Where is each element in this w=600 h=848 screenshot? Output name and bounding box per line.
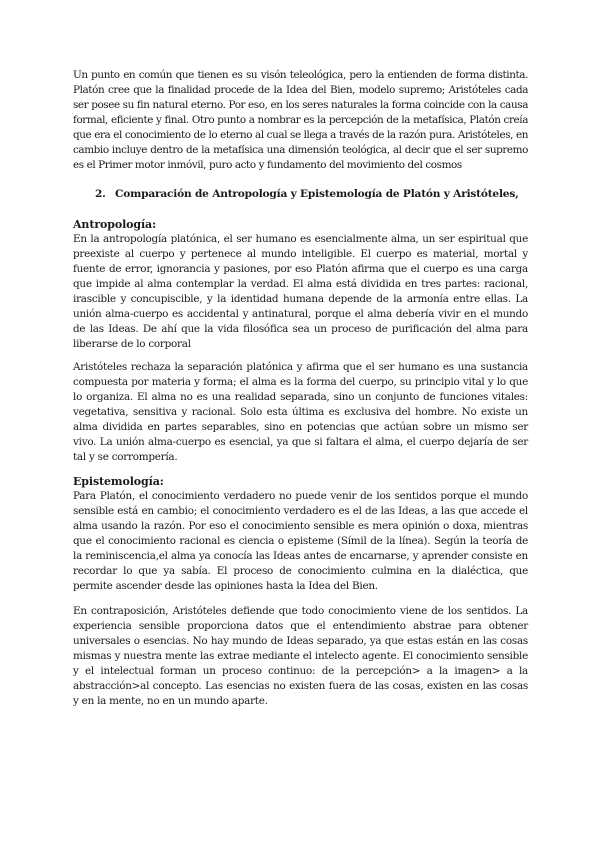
epistemology-aristotle-paragraph: En contraposición, Aristóteles defiende que todo conocimiento viene de los sentidos. La experiencia sensible proporciona datos que el entendimiento abstrae para obtener universales o esencias. No hay mundo de Ideas separado, ya que estas están en las cosas mismas y nuestra mente las extrae mediante el intelecto agente. El conocimiento sensible y el intelectual forman un proceso continuo: de la percepción> a la imagen> a la abstracción>al concepto. Las esencias no existen fuera de las cosas, existen en las cosas y en la mente, no en un mundo aparte.: [73, 605, 528, 707]
epistemology-heading: Epistemología:: [73, 475, 164, 488]
intro-paragraph: Un punto en común que tienen es su visón teleológica, pero la entienden de forma distinta. Platón cree que la finalidad procede de la Idea del Bien, modelo supremo; Aristóteles cada ser posee su fin natural eterno. Por eso, en los seres naturales la forma coincide con la causa formal, eficiente y final. Otro punto a nombrar es la percepción de la metafísica, Platón creía que era el conocimiento de lo eterno al cual se llega a través de la razón pura. Aristóteles, en cambio incluye dentro de la metafísica una dimensión teológica, al decir que el ser supremo es el Primer motor inmóvil, puro acto y fundamento del movimiento del cosmos: [73, 69, 528, 171]
anthropology-heading: Antropología:: [73, 218, 157, 231]
epistemology-plato-paragraph: Para Platón, el conocimiento verdadero no puede venir de los sentidos porque el mundo sensible está en cambio; el conocimiento verdadero es el de las Ideas, a las que accede el alma usando la razón. Por eso el conocimiento sensible es mera opinión o doxa, mientras que el conocimiento racional es ciencia o episteme (Símil de la línea). Según la teoría de la reminiscencia,el alma ya conocía las Ideas antes de encarnarse, y aprender consiste en recordar lo que ya sabía. El proceso de conocimiento culmina en la dialéctica, que permite ascender desde las opiniones hasta la Idea del Bien.: [73, 490, 528, 592]
section-heading: [73, 187, 528, 202]
section-title: Comparación de Antropología y Epistemología de Platón y Aristóteles,: [115, 188, 519, 200]
section-number: 2.: [95, 188, 106, 200]
anthropology-aristotle-paragraph: Aristóteles rechaza la separación platónica y afirma que el ser humano es una sustancia compuesta por materia y forma; el alma es la forma del cuerpo, su principio vital y lo que lo organiza. El alma no es una realidad separada, sino un conjunto de funciones vitales: vegetativa, sensitiva y racional. Solo esta última es exclusiva del hombre. No existe un alma dividida en partes separables, sino en potencias que actúan sobre un mismo ser vivo. La unión alma-cuerpo es esencial, ya que si faltara el alma, el cuerpo dejaría de ser tal y se corrompería.: [73, 361, 528, 463]
anthropology-plato-paragraph: En la antropología platónica, el ser humano es esencialmente alma, un ser espiritual que preexiste al cuerpo y pertenece al mundo inteligible. El cuerpo es material, mortal y fuente de error, ignorancia y pasiones, por eso Platón afirma que el cuerpo es una carga que impide al alma contemplar la verdad. El alma está dividida en tres partes: racional, irascible y concupiscible, y la identidad humana depende de la armonía entre ellas. La unión alma-cuerpo es accidental y antinatural, porque el alma debería vivir en el mundo de las Ideas. De ahí que la vida filosófica sea un proceso de purificación del alma para liberarse de lo corporal: [73, 233, 528, 350]
